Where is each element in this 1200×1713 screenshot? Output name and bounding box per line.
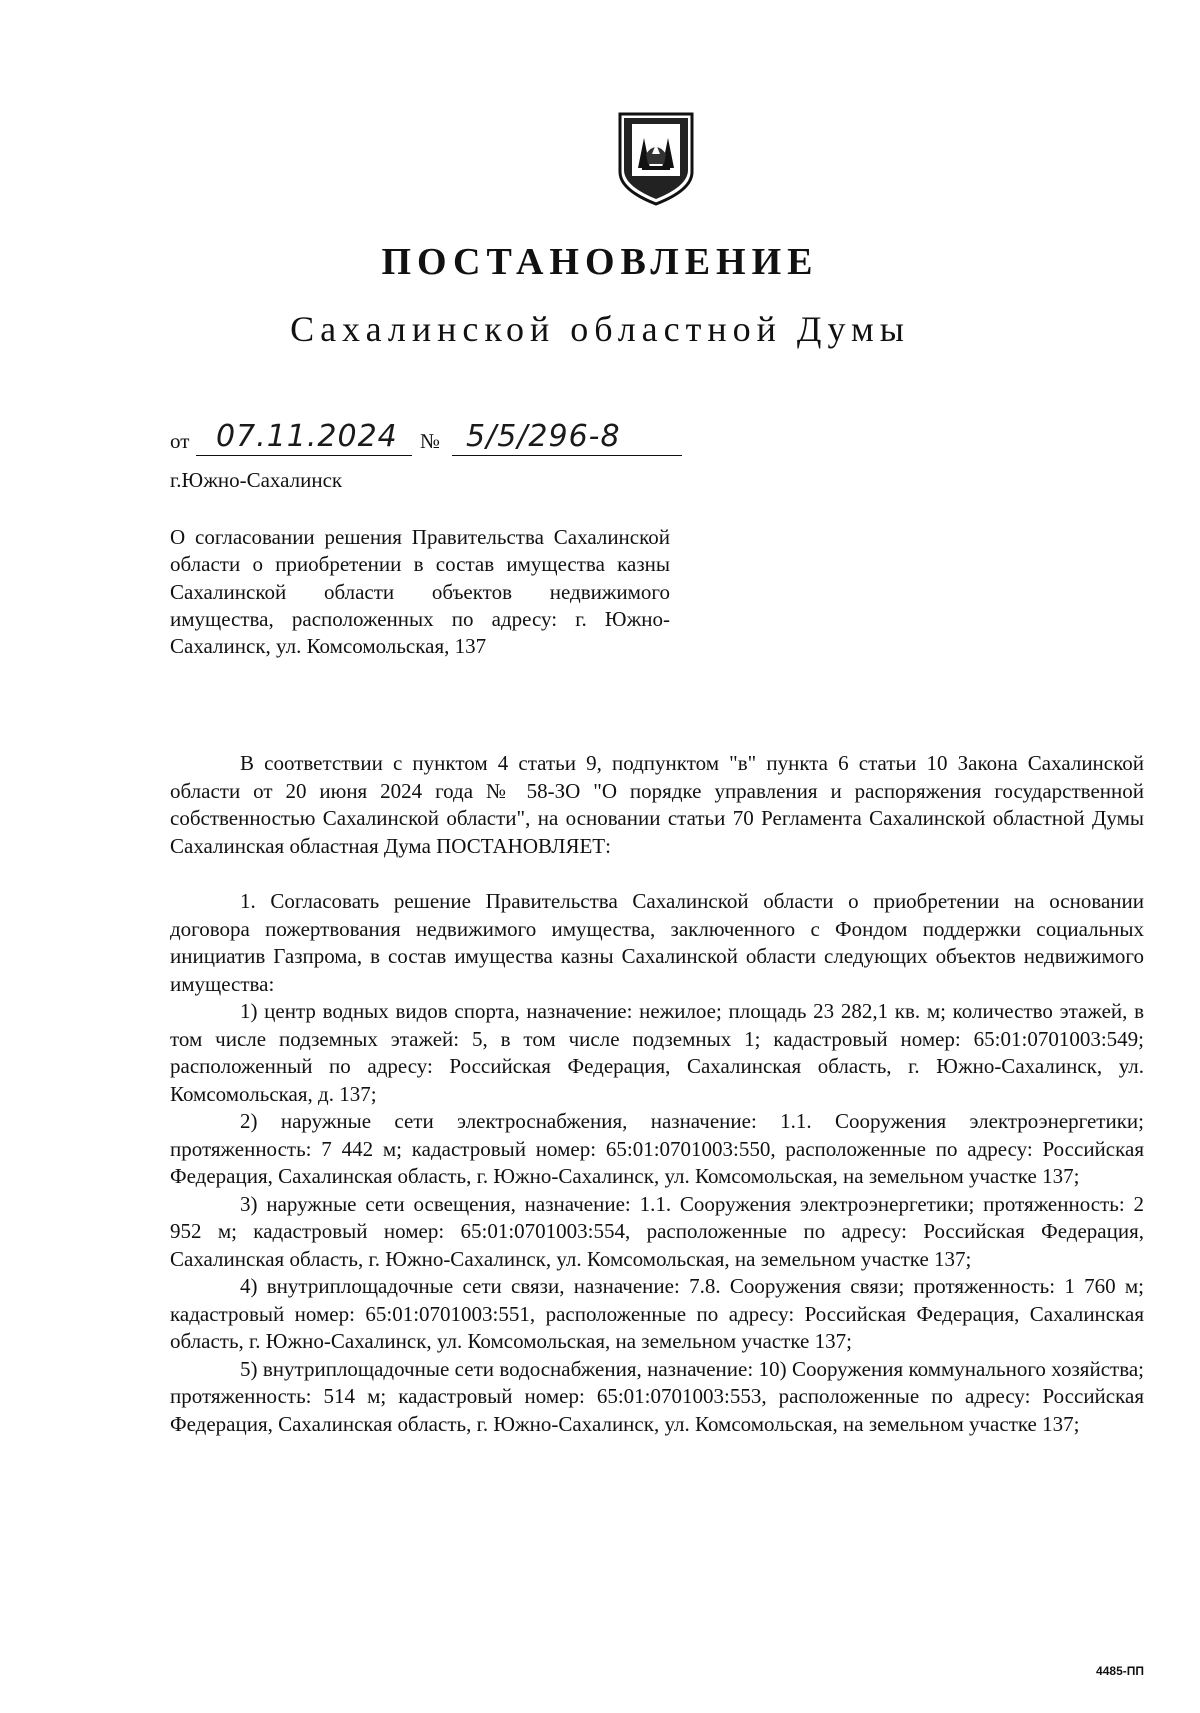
list-item: 2) наружные сети электроснабжения, назначение: 1.1. Сооружения электроэнергетики; протяженность: 7 442 м; кадастровый номер: 65:01:0701003:550, расположенные по адресу: Российская Федерация, Сахалинская область, г. Южно-Сахалинск, ул. Комсомольская, на земельном участке 137;: [170, 1109, 1144, 1188]
date-underline: [196, 455, 412, 456]
subject-heading: О согласовании решения Правительства Сахалинской области о приобретении в состав имущества казны Сахалинской области объектов недвижимого имущества, расположенных по адресу: г. Южно-Сахалинск, ул. Комсомольская, 137: [170, 525, 670, 659]
number-value: 5/5/296-8: [466, 419, 621, 454]
document-subtitle: Сахалинской областной Думы: [290, 309, 910, 349]
list-item: 5) внутриплощадочные сети водоснабжения, назначение: 10) Сооружения коммунального хозяйства; протяженность: 514 м; кадастровый номер: 65:01:0701003:553, расположенные по адресу: Российская Федерация, Сахалинская область, г. Южно-Сахалинск, ул. Комсомольская, на земельном участке 137;: [170, 1356, 1144, 1436]
sakhalin-coat-of-arms-icon: [616, 110, 696, 206]
document-body: [170, 750, 1144, 1438]
number-prefix: №: [420, 429, 441, 453]
list-item: 3) наружные сети освещения, назначение: 1.1. Сооружения электроэнергетики; протяженность: 2 952 м; кадастровый номер: 65:01:0701003:554, расположенные по адресу: Российская Федерация, Сахалинская область, г. Южно-Сахалинск, ул. Комсомольская, на земельном участке 137;: [170, 1191, 1144, 1271]
date-value: 07.11.2024: [216, 419, 398, 454]
document-title: ПОСТАНОВЛЕНИЕ: [381, 241, 819, 283]
city: г.Южно-Сахалинск: [170, 468, 343, 492]
list-item: 4) внутриплощадочные сети связи, назначение: 7.8. Сооружения связи; протяженность: 1 760 м; кадастровый номер: 65:01:0701003:551, расположенные по адресу: Российская Федерация, Сахалинская область, г. Южно-Сахалинск, ул. Комсомольская, на земельном участке 137;: [170, 1274, 1144, 1353]
date-number-line: [170, 419, 690, 458]
list-item: 1) центр водных видов спорта, назначение: нежилое; площадь 23 282,1 кв. м; количество этажей, в том числе подземных этажей: 5, в том числе подземных 1; кадастровый номер: 65:01:0701003:549; расположенный по адресу: Российская Федерация, Сахалинская область, г. Южно-Сахалинск, ул. Комсомольская, д. 137;: [170, 999, 1144, 1106]
clause-1-paragraph: 1. Согласовать решение Правительства Сахалинской области о приобретении на основании договора пожертвования недвижимого имущества, заключенного с Фондом поддержки социальных инициатив Газпрома, в состав имущества казны Сахалинской области следующих объектов недвижимого имущества:: [170, 889, 1144, 996]
date-prefix: от: [170, 429, 190, 453]
number-underline: [452, 455, 682, 456]
preamble-paragraph: В соответствии с пунктом 4 статьи 9, подпунктом "в" пункта 6 статьи 10 Закона Сахалинской области от 20 июня 2024 года № 58-ЗО "О порядке управления и распоряжения государственной собственностью Сахалинской области", на основании статьи 70 Регламента Сахалинской областной Думы Сахалинская областная Дума ПОСТАНОВЛЯЕТ:: [170, 751, 1144, 858]
footer-code: 4485-ПП: [1096, 1664, 1144, 1678]
